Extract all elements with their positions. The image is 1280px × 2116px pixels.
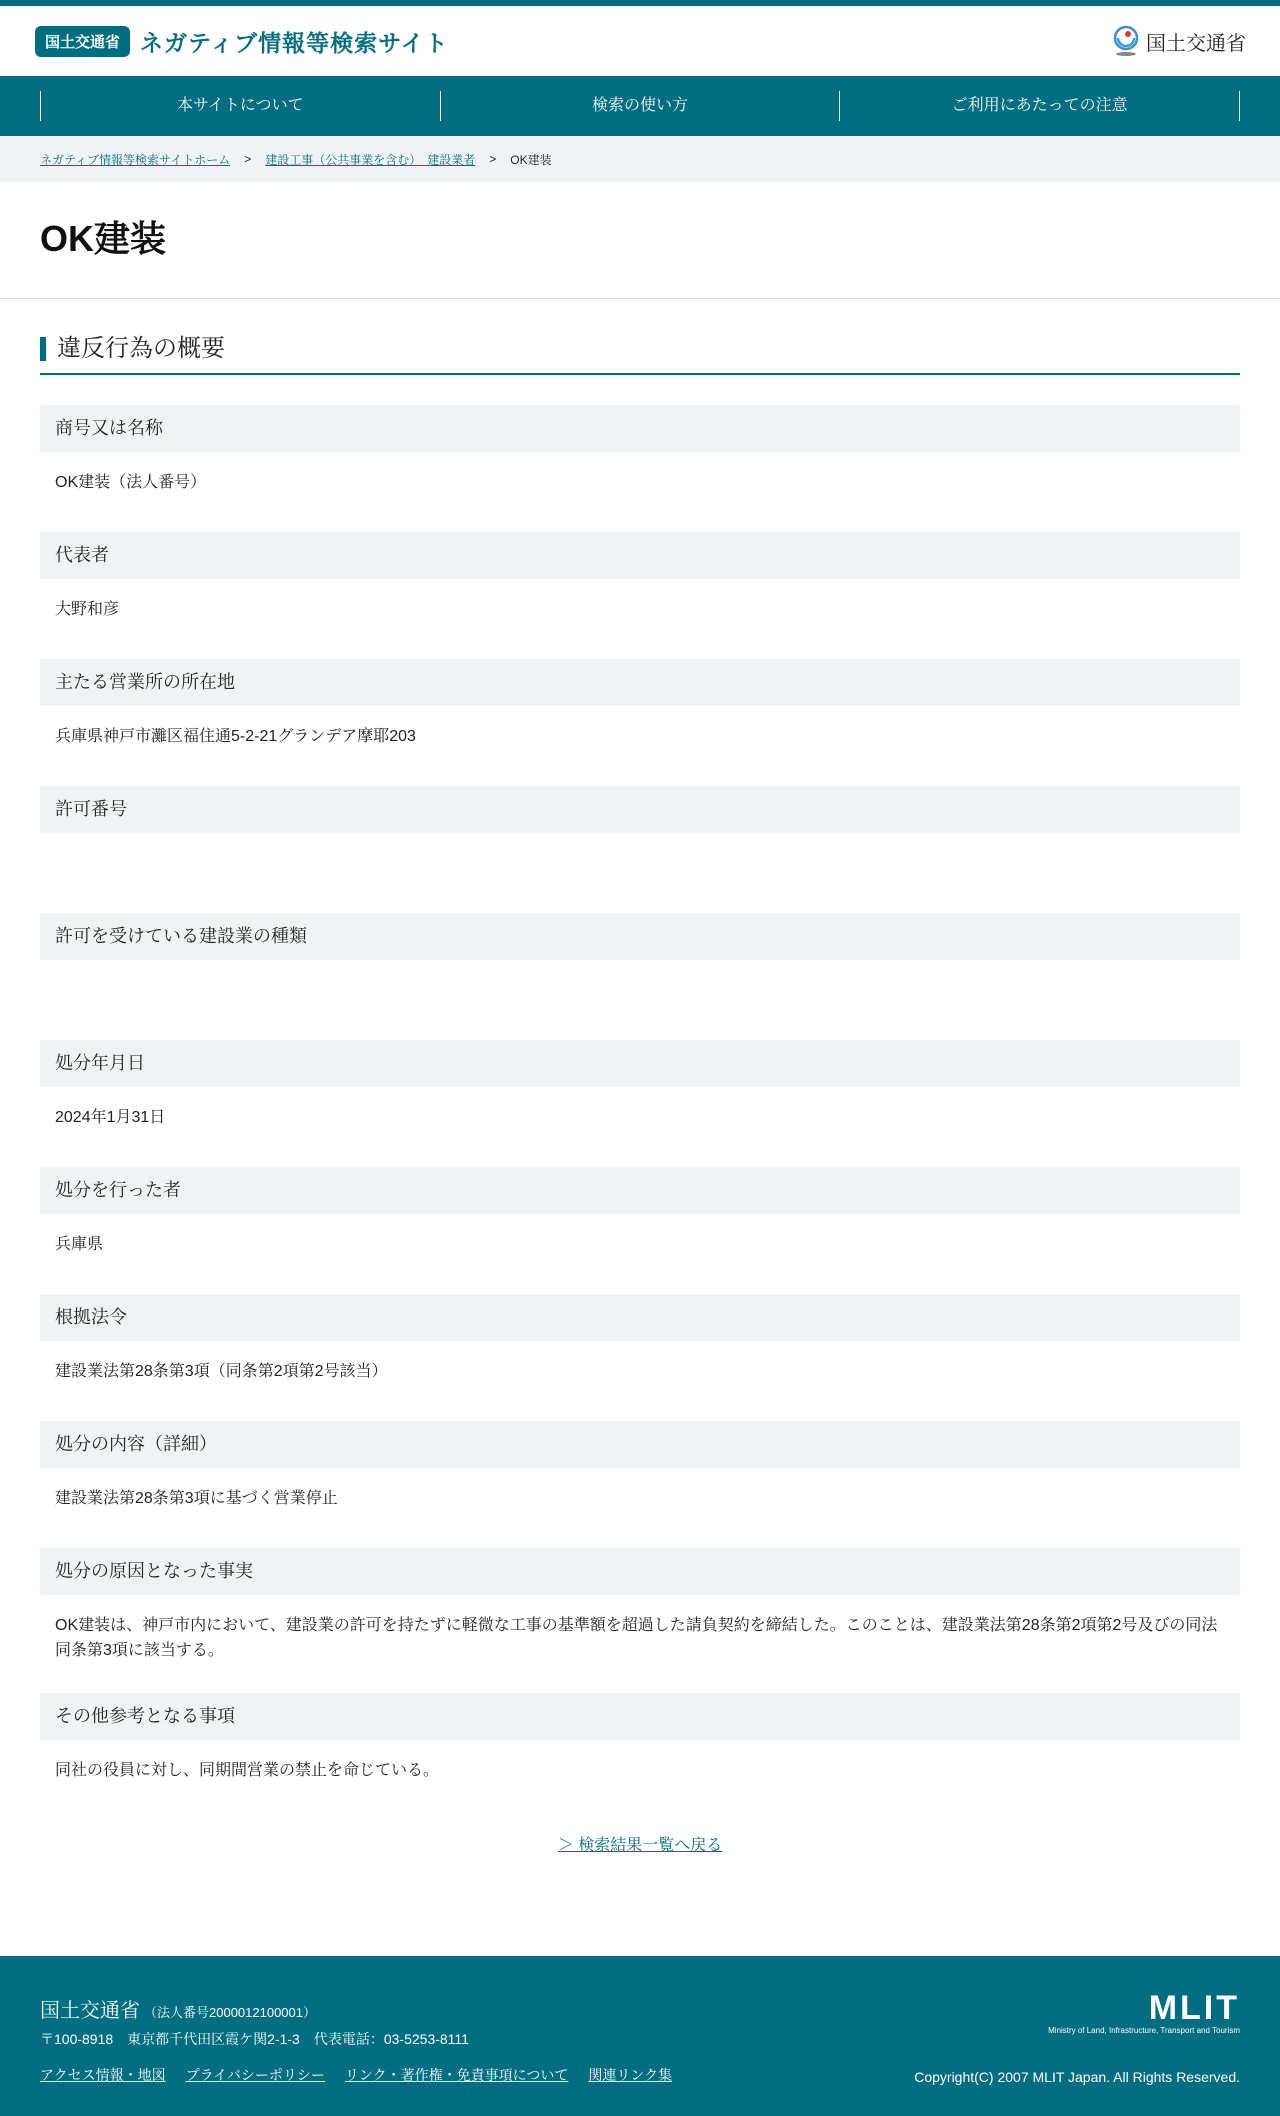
site-brand[interactable] xyxy=(35,25,449,58)
info-item-value: 同社の役員に対し、同期間営業の禁止を命じている。 xyxy=(55,1762,440,1779)
info-item-value: 大野和彦 xyxy=(55,601,120,618)
nav-item-how-to-search[interactable]: 検索の使い方 xyxy=(440,91,840,121)
info-item-label: 代表者 xyxy=(40,532,1240,579)
info-item-value: 2024年1月31日 xyxy=(55,1109,166,1126)
info-item-other-notes xyxy=(40,1693,1240,1790)
info-item-label: 商号又は名称 xyxy=(40,405,1240,452)
mlit-logo-text: 国土交通省 xyxy=(1146,32,1246,55)
info-item-label: 許可を受けている建設業の種類 xyxy=(40,913,1240,960)
info-item-value: 兵庫県 xyxy=(55,1236,104,1253)
info-item-disposer xyxy=(40,1167,1240,1264)
info-item-label: 処分年月日 xyxy=(40,1040,1240,1087)
mlit-logo[interactable] xyxy=(1112,25,1246,57)
info-item-value: OK建装（法人番号） xyxy=(55,474,207,491)
info-item-label: 主たる営業所の所在地 xyxy=(40,659,1240,706)
mlit-wordmark-subtitle: Ministry of Land, Infrastructure, Transport and Tourism xyxy=(1048,2026,1240,2035)
info-item-license-types xyxy=(40,913,1240,1010)
info-item-value: OK建装は、神戸市内において、建設業の許可を持たずに軽微な工事の基準額を超過した請負契約を締結した。このことは、建設業法第28条第2項第2号及びの同法同条第3項に該当する。 xyxy=(55,1617,1218,1659)
site-footer xyxy=(0,1956,1280,2116)
footer-address: 〒100-8918 東京都千代田区霞ケ関2-1-3 代表電話：03-5253-8111 xyxy=(40,2031,469,2047)
global-nav xyxy=(0,76,1280,136)
info-item-label: 処分を行った者 xyxy=(40,1167,1240,1214)
footer-link-related[interactable]: 関連リンク集 xyxy=(588,2067,673,2083)
info-item-legal-basis xyxy=(40,1294,1240,1391)
nav-item-notes[interactable]: ご利用にあたっての注意 xyxy=(839,91,1240,121)
breadcrumb-category-link[interactable]: 建設工事（公共事業を含む） 建設業者 xyxy=(265,152,476,167)
site-header xyxy=(0,6,1280,76)
back-link-area xyxy=(40,1832,1240,1956)
page-title: OK建装 xyxy=(40,217,167,259)
info-item-address xyxy=(40,659,1240,756)
info-item-license-number xyxy=(40,786,1240,883)
info-item-label: 処分の原因となった事実 xyxy=(40,1548,1240,1595)
section-heading-text: 違反行為の概要 xyxy=(57,335,225,362)
info-item-representative xyxy=(40,532,1240,629)
footer-right xyxy=(914,1989,1240,2085)
mlit-emblem-icon xyxy=(1112,25,1140,57)
footer-corp-number: （法人番号2000012100001） xyxy=(144,2005,316,2020)
info-item-disposition-details xyxy=(40,1421,1240,1518)
copyright-text: Copyright(C) 2007 MLIT Japan. All Rights Reserved. xyxy=(914,2069,1240,2085)
info-item-disposition-date xyxy=(40,1040,1240,1137)
info-item-value: 建設業法第28条第3項に基づく営業停止 xyxy=(55,1490,338,1507)
info-item-value: 建設業法第28条第3項（同条第2項第2号該当） xyxy=(55,1363,388,1380)
footer-link-copyright[interactable]: リンク・著作権・免責事項について xyxy=(344,2067,569,2083)
site-title: ネガティブ情報等検索サイト xyxy=(140,29,449,56)
info-item-value xyxy=(40,833,1240,883)
mlit-wordmark-logo: MLIT xyxy=(1148,1989,1240,2027)
back-to-results-link[interactable]: ＞ 検索結果一覧へ戻る xyxy=(557,1837,723,1854)
footer-link-access[interactable]: アクセス情報・地図 xyxy=(40,2067,166,2083)
info-item-trade-name xyxy=(40,405,1240,502)
info-item-value: 兵庫県神戸市灘区福住通5-2-21グランデア摩耶203 xyxy=(55,728,416,745)
info-item-cause-facts xyxy=(40,1548,1240,1663)
section-heading xyxy=(40,335,1240,375)
nav-item-about[interactable]: 本サイトについて xyxy=(40,91,440,121)
breadcrumb xyxy=(0,136,1280,182)
breadcrumb-current: OK建装 xyxy=(510,152,552,167)
breadcrumb-separator: > xyxy=(244,152,252,166)
page-title-area xyxy=(0,182,1280,299)
footer-link-privacy[interactable]: プライバシーポリシー xyxy=(185,2067,325,2083)
main-content xyxy=(0,335,1280,1956)
info-item-label: 処分の内容（詳細） xyxy=(40,1421,1240,1468)
info-item-label: 許可番号 xyxy=(40,786,1240,833)
breadcrumb-separator: > xyxy=(489,152,497,166)
info-item-label: 根拠法令 xyxy=(40,1294,1240,1341)
footer-org-name: 国土交通省 xyxy=(40,2000,140,2022)
brand-badge: 国土交通省 xyxy=(35,26,130,57)
info-item-value xyxy=(40,960,1240,1010)
breadcrumb-home-link[interactable]: ネガティブ情報等検索サイトホーム xyxy=(40,152,231,167)
info-item-label: その他参考となる事項 xyxy=(40,1693,1240,1740)
section-heading-bar xyxy=(40,337,46,361)
